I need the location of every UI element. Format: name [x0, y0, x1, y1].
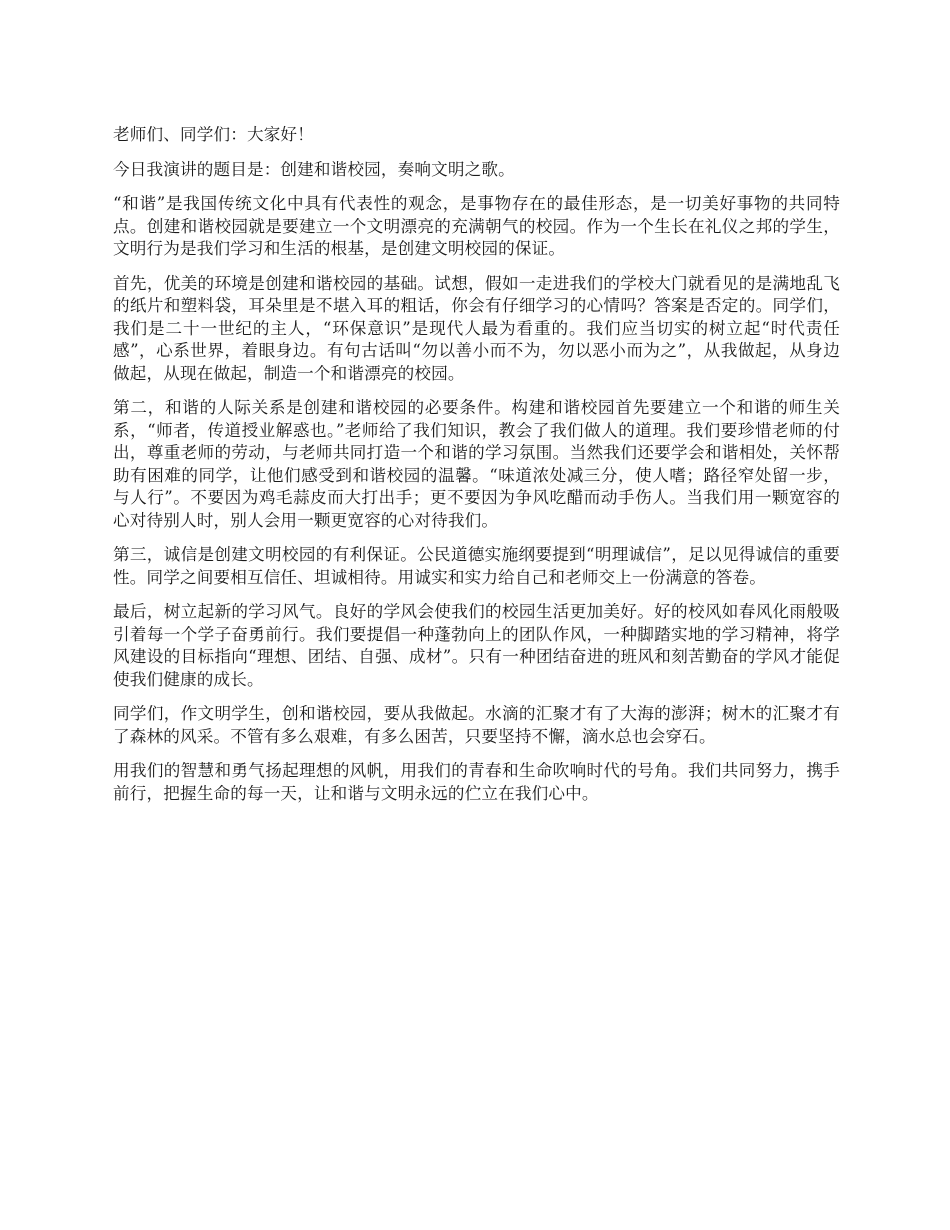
body-paragraph-environment: 首先，优美的环境是创建和谐校园的基础。试想，假如一走进我们的学校大门就看见的是满地乱飞的纸片和塑料袋，耳朵里是不堪入耳的粗话，你会有仔细学习的心情吗？答案是否定的。同学们，我们是二十一世纪的主人，“环保意识”是现代人最为看重的。我们应当切实的树立起“时代责任感”，心系世界，着眼身边。有句古话叫“勿以善小而不为，勿以恶小而为之”，从我做起，从身边做起，从现在做起，制造一个和谐漂亮的校园。 [113, 273, 840, 383]
body-paragraph-harmony: “和谐”是我国传统文化中具有代表性的观念，是事物存在的最佳形态，是一切美好事物的共同特点。创建和谐校园就是要建立一个文明漂亮的充满朝气的校园。作为一个生长在礼仪之邦的学生，文明行为是我们学习和生活的根基，是创建文明校园的保证。 [113, 194, 840, 258]
body-paragraph-relationships: 第二，和谐的人际关系是创建和谐校园的必要条件。构建和谐校园首先要建立一个和谐的师生关系，“师者，传道授业解惑也。”老师给了我们知识，教会了我们做人的道理。我们要珍惜老师的付出，尊重老师的劳动，与老师共同打造一个和谐的学习氛围。当然我们还要学会和谐相处，关怀帮助有困难的同学，让他们感受到和谐校园的温馨。“味道浓处减三分，使人嗜；路径窄处留一步，与人行”。不要因为鸡毛蒜皮而大打出手；更不要因为争风吃醋而动手伤人。当我们用一颗宽容的心对待别人时，别人会用一颗更宽容的心对待我们。 [113, 398, 840, 530]
topic-paragraph: 今日我演讲的题目是：创建和谐校园，奏响文明之歌。 [113, 159, 515, 179]
greeting-paragraph: 老师们、同学们：大家好！ [113, 125, 314, 144]
closing-paragraph: 用我们的智慧和勇气扬起理想的风帆，用我们的青春和生命吹响时代的号角。我们共同努力，携手前行，把握生命的每一天，让和谐与文明永远的伫立在我们心中。 [113, 761, 840, 803]
body-paragraph-integrity: 第三，诚信是创建文明校园的有利保证。公民道德实施纲要提到“明理诚信”，足以见得诚信的重要性。同学之间要相互信任、坦诚相待。用诚实和实力给自己和老师交上一份满意的答卷。 [113, 545, 840, 587]
body-paragraph-study-style: 最后，树立起新的学习风气。良好的学风会使我们的校园生活更加美好。好的校风如春风化雨般吸引着每一个学子奋勇前行。我们要提倡一种蓬勃向上的团队作风，一种脚踏实地的学习精神，将学风建设的目标指向“理想、团结、自强、成材”。只有一种团结奋进的班风和刻苦勤奋的学风才能促使我们健康的成长。 [113, 602, 840, 689]
body-paragraph-action: 同学们，作文明学生，创和谐校园，要从我做起。水滴的汇聚才有了大海的澎湃；树木的汇聚才有了森林的风采。不管有多么艰难，有多么困苦，只要坚持不懈，滴水总也会穿石。 [113, 704, 840, 746]
